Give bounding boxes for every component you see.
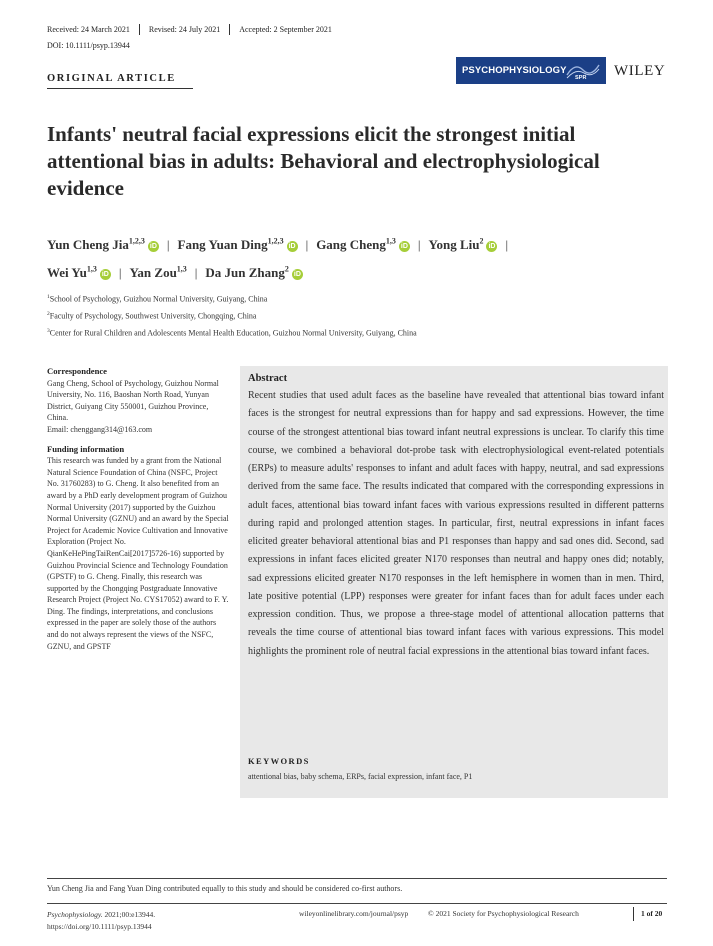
journal-site-link[interactable]: wileyonlinelibrary.com/journal/psyp	[299, 909, 409, 918]
funding-text: This research was funded by a grant from the National Natural Science Foundation of China (NSFC, Project No. 31760283) to G. Cheng. It also benefited from an award by a PhD early development program of Guizhou Normal University (2017) supported by the Guizhou Normal University (GZNU) and an award by the Special Project for Academic Novice Cultivation and Innovative Exploration (Project No. QianKeHePingTaiRenCai[2017]5726-16) supported by Guizhou Provincial Science and Technology Foundation (GPSTF) to G. Cheng. Finally, this research was supported by the Chongqing Postgraduate Innovative Research Project (Project No. CYS17052) award to F. Y. Ding. The findings, interpretations, and conclusions expressed in the paper are solely those of the authors and do not always represent the views of the NSFC, GZNU, and GPSTF	[47, 456, 229, 651]
author[interactable]: Gang Cheng$^{1,3}$iD	[316, 237, 408, 253]
divider	[47, 878, 667, 879]
journal-logo-text: PSYCHOPHYSIOLOGY	[462, 65, 567, 76]
divider	[139, 24, 140, 35]
divider	[47, 88, 193, 89]
orcid-icon[interactable]: iD	[488, 243, 496, 251]
orcid-icon[interactable]: iD	[149, 243, 157, 251]
copyright: © 2021 Society for Psychophysiological Research	[428, 909, 579, 918]
article-type: ORIGINAL ARTICLE	[47, 73, 176, 84]
affiliation: $^3$Center for Rural Children and Adolescents Mental Health Education, Guizhou Normal University, Guiyang, China	[47, 328, 417, 338]
correspondence-heading: Correspondence	[47, 366, 107, 376]
author[interactable]: Wei Yu$^{1,3}$iD	[47, 264, 109, 280]
footnote: Yun Cheng Jia and Fang Yuan Ding contributed equally to this study and should be considered co-first authors.	[47, 884, 403, 893]
abstract-heading: Abstract	[248, 373, 288, 384]
journal-logo[interactable]	[456, 57, 606, 84]
abstract-text: Recent studies that used adult faces as the baseline have revealed that attentional bias toward infant faces is the strongest for neutral expressions than for happy and sad expressions. However, the time course of the strongest attentional bias toward infant neutral expressions is unclear. To clarify this time course, we combined a behavioral dot-probe task with electrophysiological event-related potentials (ERPs) to measure adults' responses to infant and adult faces with happy, neutral, and sad expressions derived from the same face. The results indicated that compared with the corresponding expressions in adult faces, attentional bias toward infant faces with various expressions resulted in different patterns during rapid and prolonged attention stages. In particular, first, neutral expressions in infant faces elicited greater behavioral attentional bias and P1 responses than happy and sad ones did. Second, sad expressions in infant faces elicited greater N170 responses than neutral and happy ones did; notably, sad expressions elicited greater N170 responses in the left hemisphere in women than in men. Third, late positive potential (LPP) responses were greater for infant faces than for adult faces under each expression condition. Thus, we propose a three-stage model of attentional allocation patterns that reveals the time course of attentional bias toward infant faces with various expressions. This model highlights the prominent role of neutral facial expressions in the attentional bias toward infant faces.	[248, 390, 664, 657]
keywords: attentional bias, baby schema, ERPs, facial expression, infant face, P1	[248, 772, 473, 781]
correspondence-text: Gang Cheng, School of Psychology, Guizhou Normal University, No. 116, Baoshan North Road, Yunyan District, Guiyang City 550001, Guizhou Province, China.	[47, 378, 219, 423]
author[interactable]: Yun Cheng Jia$^{1,2,3}$iD	[47, 237, 157, 253]
divider	[47, 903, 667, 904]
author[interactable]: Fang Yuan Ding$^{1,2,3}$iD	[177, 237, 296, 253]
paper-title: Infants' neutral facial expressions elicit the strongest initial attentional bias in adults: Behavioral and electrophysiological evidence	[47, 122, 600, 200]
author[interactable]: Yan Zou$^{1,3}$	[129, 264, 187, 280]
doi[interactable]: DOI: 10.1111/psyp.13944	[47, 41, 130, 50]
spr-logo-icon	[566, 60, 600, 80]
doi-link[interactable]: https://doi.org/10.1111/psyp.13944	[47, 921, 152, 931]
revised-date: Revised: 24 July 2021	[148, 25, 221, 34]
affiliation: $^1$School of Psychology, Guizhou Normal University, Guiyang, China	[47, 294, 268, 304]
received-date: Received: 24 March 2021	[47, 25, 130, 34]
author-list: Yun Cheng Jia$^{1,2,3}$iD | Fang Yuan Ding$^{1,2,3}$iD | Gang Cheng$^{1,3}$iD | Yong Liu$^2$iD | Wei Yu$^{1,3}$iD | Yan Zou$^{1,3}$ | Da Jun Zhang$^2$iD	[47, 237, 509, 280]
affiliations	[47, 290, 417, 341]
citation: Psychophysiology. 2021;00:e13944. https://doi.org/10.1111/psyp.13944	[47, 910, 156, 931]
author[interactable]: Da Jun Zhang$^2$iD	[205, 264, 301, 280]
author[interactable]: Yong Liu$^2$iD	[428, 237, 496, 253]
correspondence-email[interactable]: Email: chenggang314@163.com	[47, 424, 153, 434]
orcid-icon[interactable]: iD	[288, 243, 296, 251]
spr-label: SPR	[575, 75, 587, 80]
affiliation: $^2$Faculty of Psychology, Southwest University, Chongqing, China	[47, 311, 257, 321]
funding-heading: Funding information	[47, 443, 125, 454]
divider	[633, 907, 634, 921]
publisher-logo[interactable]: WILEY	[614, 63, 666, 79]
accepted-date: Accepted: 2 September 2021	[239, 25, 332, 34]
divider	[229, 24, 230, 35]
keywords-heading: KEYWORDS	[248, 756, 310, 766]
orcid-icon[interactable]: iD	[101, 270, 109, 278]
journal-name: Psychophysiology.	[47, 910, 103, 919]
article-dates	[47, 24, 332, 35]
orcid-icon[interactable]: iD	[293, 270, 301, 278]
page-number: 1 of 20	[641, 909, 663, 918]
sidebar	[47, 366, 229, 652]
orcid-icon[interactable]: iD	[400, 243, 408, 251]
